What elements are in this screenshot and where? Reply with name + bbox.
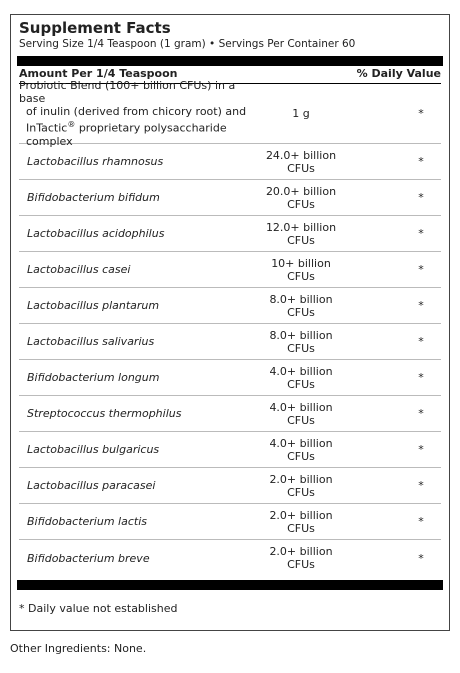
amount-value: 2.0+ billion: [269, 508, 333, 522]
ingredient-amount: [251, 329, 351, 355]
ingredient-row: [19, 252, 441, 288]
amount-value: 10+ billion: [271, 256, 331, 270]
amount-unit: CFUs: [287, 233, 315, 247]
amount-unit: CFUs: [287, 377, 315, 391]
ingredient-amount: [251, 257, 351, 283]
amount-value: 2.0+ billion: [269, 545, 333, 558]
ingredient-daily-value: *: [418, 443, 424, 456]
amount-unit: CFUs: [287, 558, 315, 571]
amount-value: 12.0+ billion: [265, 220, 337, 234]
ingredient-name: Streptococcus thermophilus: [27, 407, 182, 420]
footnote: * Daily value not established: [19, 602, 178, 615]
panel-title: Supplement Facts: [19, 19, 171, 37]
ingredient-row: [19, 504, 441, 540]
ingredient-daily-value: *: [418, 299, 424, 312]
amount-value: 4.0+ billion: [269, 400, 333, 414]
ingredient-name: Bifidobacterium lactis: [27, 515, 147, 528]
blend-line-3: [19, 118, 251, 135]
ingredient-row: [19, 360, 441, 396]
ingredient-daily-value: *: [418, 515, 424, 528]
ingredient-amount: [251, 149, 351, 175]
amount-unit: CFUs: [287, 413, 315, 427]
ingredient-amount: [251, 365, 351, 391]
registered-mark: ®: [67, 120, 76, 130]
ingredient-name: Lactobacillus paracasei: [27, 479, 156, 492]
ingredient-row: [19, 144, 441, 180]
blend-trademark-name: InTactic: [26, 121, 68, 135]
ingredient-row: [19, 324, 441, 360]
ingredient-amount: [251, 185, 351, 211]
ingredient-daily-value: *: [418, 371, 424, 384]
amount-value: 4.0+ billion: [269, 364, 333, 378]
ingredient-name: Bifidobacterium longum: [27, 371, 160, 384]
supplement-facts-panel: [10, 14, 450, 631]
amount-value: 8.0+ billion: [269, 328, 333, 342]
blend-line-4: complex: [26, 134, 73, 148]
amount-unit: CFUs: [287, 197, 315, 211]
ingredient-daily-value: *: [418, 263, 424, 276]
ingredient-name: Lactobacillus rhamnosus: [27, 155, 164, 168]
thick-divider-bottom: [17, 580, 443, 590]
amount-value: 20.0+ billion: [265, 184, 337, 198]
ingredient-amount: [251, 473, 351, 499]
blend-line-1: Probiotic Blend (100+ billion CFUs) in a base: [19, 79, 236, 106]
ingredient-amount: [251, 401, 351, 427]
amount-unit: CFUs: [287, 161, 315, 175]
blend-amount: 1 g: [292, 107, 310, 120]
other-ingredients: Other Ingredients: None.: [10, 642, 147, 655]
amount-value: 2.0+ billion: [269, 472, 333, 486]
ingredient-daily-value: *: [418, 227, 424, 240]
ingredient-daily-value: *: [418, 407, 424, 420]
blend-row: [19, 79, 441, 148]
ingredient-amount: [251, 509, 351, 535]
daily-value-header: % Daily Value: [356, 67, 441, 80]
ingredient-amount: [251, 293, 351, 319]
ingredient-row: [19, 432, 441, 468]
amount-unit: CFUs: [287, 269, 315, 283]
amount-unit: CFUs: [287, 449, 315, 463]
amount-unit: CFUs: [287, 341, 315, 355]
ingredient-row: [19, 216, 441, 252]
ingredient-name: Lactobacillus plantarum: [27, 299, 160, 312]
ingredient-row: [19, 540, 441, 576]
ingredient-table: [19, 79, 441, 576]
blend-line-2: of inulin (derived from chicory root) and: [26, 105, 247, 119]
amount-value: 8.0+ billion: [269, 292, 333, 306]
amount-value: 24.0+ billion: [265, 148, 337, 162]
ingredient-row: [19, 288, 441, 324]
ingredient-name: Lactobacillus casei: [27, 263, 131, 276]
ingredient-name: Lactobacillus bulgaricus: [27, 443, 160, 456]
ingredient-daily-value: *: [418, 479, 424, 492]
ingredient-daily-value: *: [418, 155, 424, 168]
ingredient-amount: [251, 221, 351, 247]
amount-unit: CFUs: [287, 485, 315, 499]
ingredient-name: Bifidobacterium breve: [27, 551, 150, 565]
blend-name: [19, 79, 251, 148]
amount-unit: CFUs: [287, 305, 315, 319]
ingredient-row: [19, 468, 441, 504]
ingredient-row: [19, 396, 441, 432]
ingredient-daily-value: *: [418, 335, 424, 348]
ingredient-daily-value: *: [418, 191, 424, 204]
ingredient-name: Lactobacillus acidophilus: [27, 227, 165, 240]
thick-divider-top: [17, 56, 443, 66]
blend-line-3-rest: proprietary polysaccharide: [75, 121, 227, 135]
ingredient-amount: [251, 437, 351, 463]
ingredient-daily-value: *: [418, 551, 424, 565]
ingredient-name: Bifidobacterium bifidum: [27, 191, 160, 204]
ingredient-name: Lactobacillus salivarius: [27, 335, 155, 348]
serving-info: Serving Size 1/4 Teaspoon (1 gram) • Servings Per Container 60: [19, 38, 356, 50]
amount-per-header: Amount Per 1/4 Teaspoon: [19, 67, 178, 80]
amount-unit: CFUs: [287, 521, 315, 535]
blend-daily-value: *: [418, 107, 424, 120]
ingredient-row: [19, 180, 441, 216]
ingredient-amount: [251, 545, 351, 571]
amount-value: 4.0+ billion: [269, 436, 333, 450]
